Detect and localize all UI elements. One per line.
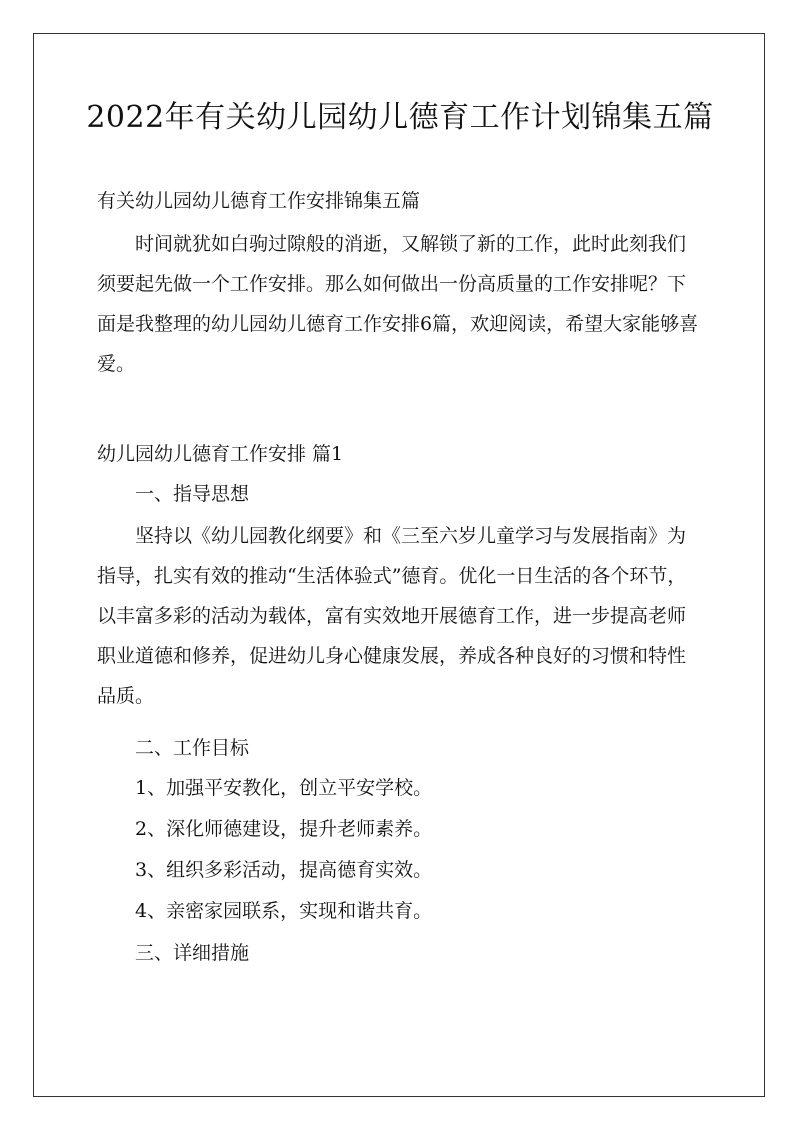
work-goals-heading: 二、工作目标 [135,737,250,759]
goal-item-2: 2、深化师德建设，提升老师素养。 [135,818,433,840]
document-subtitle: 有关幼儿园幼儿德育工作安排锦集五篇 [97,190,421,212]
detailed-measures-heading: 三、详细措施 [135,942,250,964]
section-heading: 幼儿园幼儿德育工作安排 篇1 [97,443,344,465]
guiding-ideology-heading: 一、指导思想 [135,483,250,505]
goal-item-4: 4、亲密家园联系，实现和谐共育。 [135,900,433,922]
goal-item-3: 3、组织多彩活动，提高德育实效。 [135,859,433,881]
guiding-ideology-paragraph: 坚持以《幼儿园教化纲要》和《三至六岁儿童学习与发展指南》为指导，扎实有效的推动“生活体验式”德育。优化一日生活的各个环节，以丰富多彩的活动为载体，富有实效地开展德育工作，进一步提高老师职业道德和修养，促进幼儿身心健康发展，养成各种良好的习惯和特性品质。 [97,525,687,707]
intro-paragraph: 时间就犹如白驹过隙般的消逝，又解锁了新的工作，此时此刻我们须要起先做一个工作安排。那么如何做出一份高质量的工作安排呢？下面是我整理的幼儿园幼儿德育工作安排6篇，欢迎阅读，希望大家能够喜爱。 [97,233,699,375]
document-title: 2022年有关幼儿园幼儿德育工作计划锦集五篇 [86,100,714,135]
goal-item-1: 1、加强平安教化，创立平安学校。 [135,777,433,799]
